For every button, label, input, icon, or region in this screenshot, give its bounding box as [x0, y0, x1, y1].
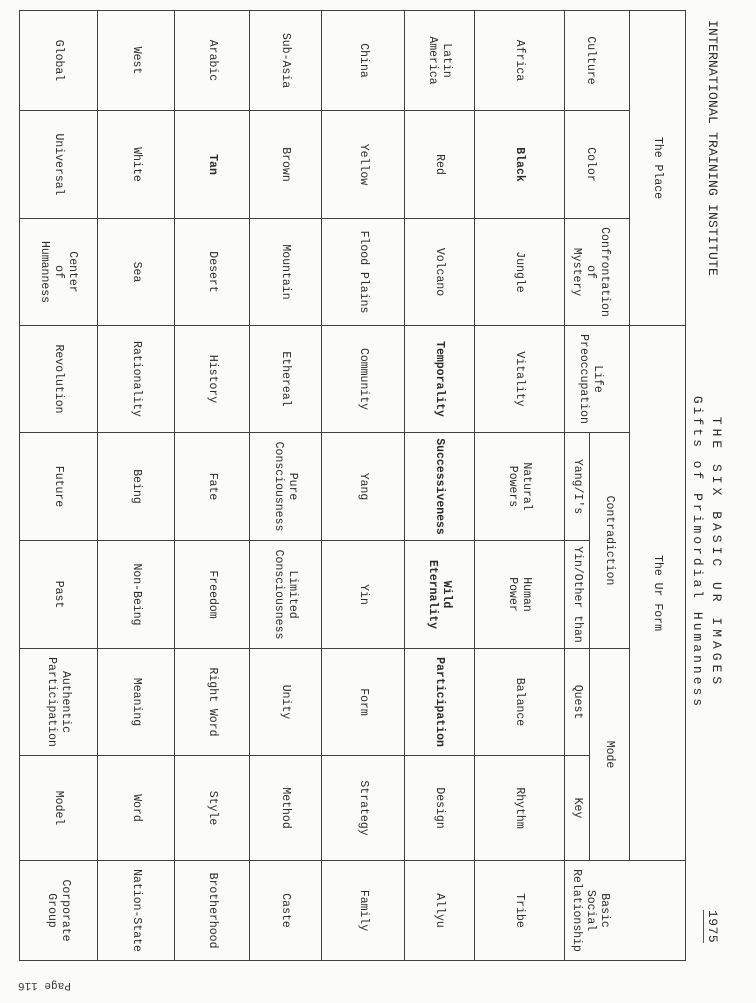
- yin-header: Yin/Other than: [565, 541, 590, 649]
- yin-cell: Limited Consciousness: [250, 541, 322, 649]
- yin-cell: Wild Eternality: [405, 541, 475, 649]
- confrontation-of-mystery-header: Confrontation of Mystery: [565, 219, 630, 326]
- culture-cell: Global: [20, 11, 98, 111]
- culture-cell: West: [98, 11, 175, 111]
- yang-cell: Natural Powers: [475, 433, 565, 541]
- color-cell: Brown: [250, 111, 322, 219]
- color-cell: White: [98, 111, 175, 219]
- color-header: Color: [565, 111, 630, 219]
- institute-name: INTERNATIONAL TRAINING INSTITUTE: [705, 20, 720, 277]
- mystery-cell: Volcano: [405, 219, 475, 326]
- quest-cell: Participation: [405, 649, 475, 756]
- the-place-header: The Place: [630, 11, 686, 326]
- color-cell: Yellow: [322, 111, 405, 219]
- table-row: [250, 11, 322, 961]
- yin-cell: Freedom: [175, 541, 250, 649]
- yang-cell: Future: [20, 433, 98, 541]
- preoccupation-cell: Revolution: [20, 326, 98, 433]
- relationship-cell: Corporate Group: [20, 861, 98, 961]
- quest-header: Quest: [565, 649, 590, 756]
- table-body: [20, 11, 565, 961]
- mystery-cell: Flood Plains: [322, 219, 405, 326]
- page-number: Page 116: [18, 979, 71, 991]
- culture-cell: Latin America: [405, 11, 475, 111]
- culture-cell: Sub-Asia: [250, 11, 322, 111]
- yang-cell: Being: [98, 433, 175, 541]
- ur-images-table: [19, 10, 686, 961]
- yang-cell: Pure Consciousness: [250, 433, 322, 541]
- key-cell: Style: [175, 756, 250, 861]
- preoccupation-cell: Rationality: [98, 326, 175, 433]
- quest-cell: Form: [322, 649, 405, 756]
- year-label: 1975: [705, 910, 720, 944]
- yang-cell: Fate: [175, 433, 250, 541]
- relationship-cell: Tribe: [475, 861, 565, 961]
- relationship-cell: Brotherhood: [175, 861, 250, 961]
- relationship-cell: Family: [322, 861, 405, 961]
- quest-cell: Authentic Participation: [20, 649, 98, 756]
- key-cell: Word: [98, 756, 175, 861]
- preoccupation-cell: Ethereal: [250, 326, 322, 433]
- yin-cell: Yin: [322, 541, 405, 649]
- key-cell: Model: [20, 756, 98, 861]
- preoccupation-cell: History: [175, 326, 250, 433]
- quest-cell: Meaning: [98, 649, 175, 756]
- mystery-cell: Sea: [98, 219, 175, 326]
- key-cell: Strategy: [322, 756, 405, 861]
- quest-cell: Right Word: [175, 649, 250, 756]
- table-row: [20, 11, 98, 961]
- table-row: [405, 11, 475, 961]
- key-cell: Design: [405, 756, 475, 861]
- color-cell: Tan: [175, 111, 250, 219]
- table-row: [475, 11, 565, 961]
- page-title: THE SIX BASIC UR IMAGES: [709, 416, 724, 689]
- yin-cell: Human Power: [475, 541, 565, 649]
- key-cell: Rhythm: [475, 756, 565, 861]
- title-block: [688, 380, 726, 725]
- quest-cell: Balance: [475, 649, 565, 756]
- mystery-cell: Jungle: [475, 219, 565, 326]
- relationship-cell: Nation-State: [98, 861, 175, 961]
- preoccupation-cell: Vitality: [475, 326, 565, 433]
- preoccupation-cell: Temporality: [405, 326, 475, 433]
- yang-cell: Yang: [322, 433, 405, 541]
- key-header: Key: [565, 756, 590, 861]
- yin-cell: Non-Being: [98, 541, 175, 649]
- page-subtitle: Gifts of Primordial Humanness: [690, 395, 705, 710]
- color-cell: Black: [475, 111, 565, 219]
- relationship-cell: Allyu: [405, 861, 475, 961]
- yang-header: Yang/I's: [565, 433, 590, 541]
- key-cell: Method: [250, 756, 322, 861]
- the-ur-form-header: The Ur Form: [630, 326, 686, 861]
- preoccupation-cell: Community: [322, 326, 405, 433]
- basic-social-relationship-header: Basic Social Relationship: [565, 861, 686, 961]
- group-header-row: [630, 11, 686, 961]
- relationship-cell: Caste: [250, 861, 322, 961]
- mystery-cell: Mountain: [250, 219, 322, 326]
- color-cell: Red: [405, 111, 475, 219]
- mystery-cell: Center of Humanness: [20, 219, 98, 326]
- yang-cell: Successiveness: [405, 433, 475, 541]
- culture-cell: Africa: [475, 11, 565, 111]
- table-row: [322, 11, 405, 961]
- mode-header: Mode: [590, 649, 630, 861]
- culture-cell: China: [322, 11, 405, 111]
- table-row: [175, 11, 250, 961]
- color-cell: Universal: [20, 111, 98, 219]
- contradiction-header: Contradiction: [590, 433, 630, 649]
- culture-cell: Arabic: [175, 11, 250, 111]
- subgroup-header-row: [590, 11, 630, 961]
- mystery-cell: Desert: [175, 219, 250, 326]
- life-preoccupation-header: Life Preoccupation: [565, 326, 630, 433]
- quest-cell: Unity: [250, 649, 322, 756]
- table-row: [98, 11, 175, 961]
- culture-header: Culture: [565, 11, 630, 111]
- yin-cell: Past: [20, 541, 98, 649]
